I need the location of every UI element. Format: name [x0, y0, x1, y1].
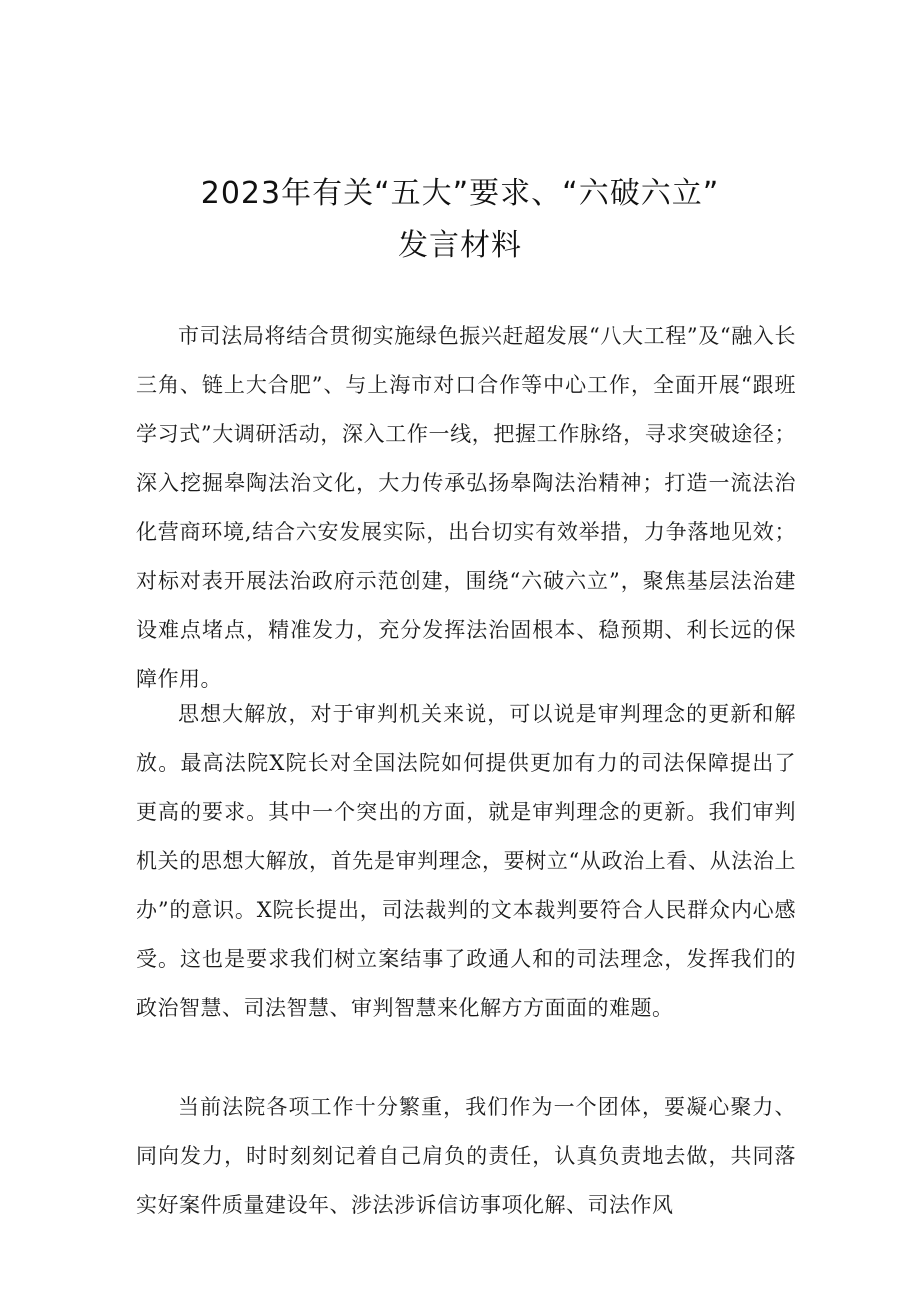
- body-paragraph-1-block: [136, 312, 796, 704]
- body-paragraph: 当前法院各项工作十分繁重，我们作为一个团体，要凝心聚力、同向发力，时时刻刻记着自己肩负的责任，认真负责地去做，共同落实好案件质量建设年、涉法涉诉信访事项化解、司法作风: [136, 1095, 796, 1217]
- body-paragraph-2-block: [136, 690, 796, 1033]
- document-title-line-1: 2023年有关“五大”要求、“六破六立”: [200, 176, 720, 211]
- body-paragraph: 思想大解放，对于审判机关来说，可以说是审判理念的更新和解放。最高法院X院长对全国法院如何提供更加有力的司法保障提出了更高的要求。其中一个突出的方面，就是审判理念的更新。我们审判机关的思想大解放，首先是审判理念，要树立“从政治上看、从法治上办”的意识。X院长提出，司法裁判的文本裁判要符合人民群众内心感受。这也是要求我们树立案结事了政通人和的司法理念，发挥我们的政治智慧、司法智慧、审判智慧来化解方方面面的难题。: [136, 702, 796, 1020]
- body-paragraph: 市司法局将结合贯彻实施绿色振兴赶超发展“八大工程”及“融入长三角、链上大合肥”、与上海市对口合作等中心工作，全面开展“跟班学习式”大调研活动，深入工作一线，把握工作脉络，寻求突破途径；深入挖掘皋陶法治文化，大力传承弘扬皋陶法治精神；打造一流法治化营商环境,结合六安发展实际，出台切实有效举措，力争落地见效；对标对表开展法治政府示范创建，围绕“六破六立”，聚焦基层法治建设难点堵点，精准发力，充分发挥法治固根本、稳预期、利长远的保障作用。: [136, 324, 796, 691]
- document-title-line-2: 发言材料: [398, 228, 522, 263]
- body-paragraph-3-block: [136, 1083, 796, 1230]
